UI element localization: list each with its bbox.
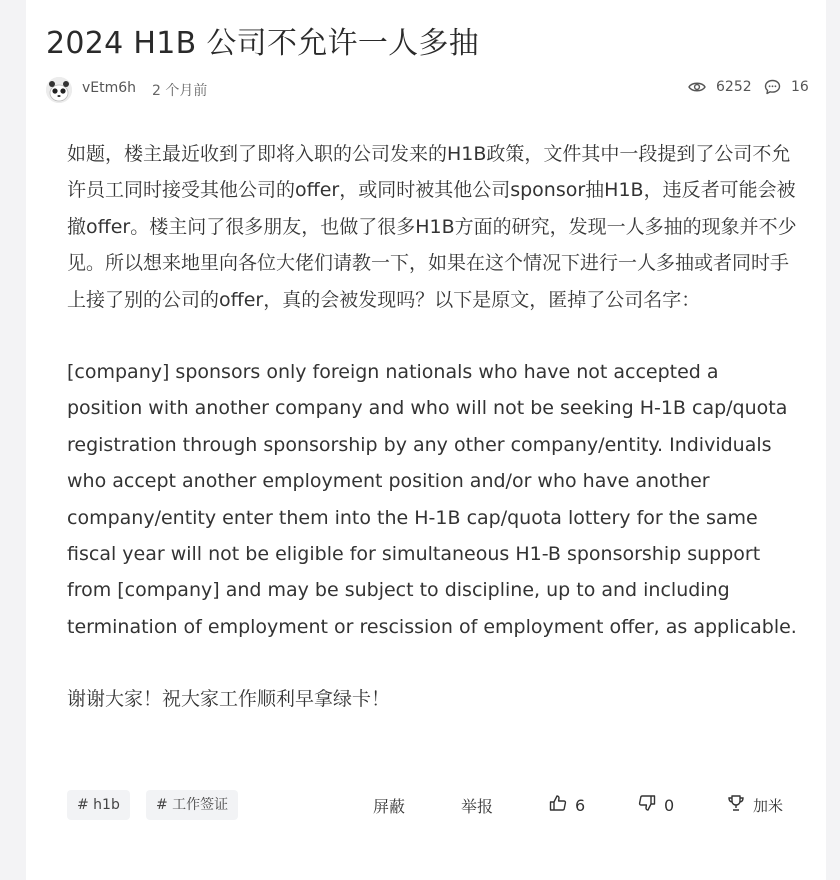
trophy-icon	[727, 794, 745, 816]
comment-count-value: 16	[791, 79, 809, 95]
dislike-count: 0	[664, 795, 675, 815]
post-title: 2024 H1B 公司不允许一人多抽	[46, 26, 480, 61]
block-label: 屏蔽	[373, 797, 406, 816]
thumbs-down-icon	[638, 794, 656, 816]
give-rice-button[interactable]	[727, 794, 783, 816]
comment-count[interactable]	[764, 79, 809, 95]
tag-work-visa[interactable]: # 工作签证	[146, 790, 238, 820]
report-button[interactable]	[461, 794, 493, 817]
author-name[interactable]: vEtm6h	[82, 80, 137, 96]
give-rice-label: 加米	[753, 796, 784, 815]
view-count	[688, 79, 752, 95]
avatar[interactable]	[46, 77, 72, 103]
post-body-zh: 如题，楼主最近收到了即将入职的公司发来的H1B政策，文件其中一段提到了公司不允许员工同时接受其他公司的offer，或同时被其他公司sponsor抽H1B，违反者可能会被撤offer。楼主问了很多朋友，也做了很多H1B方面的研究，发现一人多抽的现象并不少见。所以想来地里向各位大佬们请教一下，如果在这个情况下进行一人多抽或者同时手上接了别的公司的offer，真的会被发现吗？以下是原文，匿掉了公司名字：	[67, 143, 797, 311]
tag-h1b[interactable]: # h1b	[67, 790, 130, 820]
report-label: 举报	[461, 797, 494, 816]
post-footer	[67, 788, 797, 824]
post-meta	[46, 75, 810, 103]
like-count: 6	[575, 795, 586, 815]
eye-icon	[688, 80, 706, 94]
post-body-quote: [company] sponsors only foreign nationals who have not accepted a position with another company and who will not be seeking H-1B cap/quota registration through sponsorship by any other company/entity. Individuals who accept another employment position and/or who have another company/entity enter them into the H-1B cap/quota lottery for the same fiscal year will not be eligible for simultaneous H1-B sponsorship support from [company] and may be subject to discipline, up to and including termination of employment or rescission of employment offer, as applicable.	[67, 361, 797, 638]
dislike-button[interactable]	[638, 794, 674, 816]
like-button[interactable]	[549, 794, 585, 816]
thumbs-up-icon	[549, 794, 567, 816]
block-button[interactable]	[373, 794, 405, 817]
post-time: 2 个月前	[152, 83, 208, 99]
post-card	[26, 0, 826, 880]
post-body-thanks: 谢谢大家！祝大家工作顺利早拿绿卡！	[67, 688, 391, 711]
comment-icon	[764, 79, 781, 95]
post-body	[67, 136, 797, 718]
view-count-value: 6252	[716, 79, 752, 95]
